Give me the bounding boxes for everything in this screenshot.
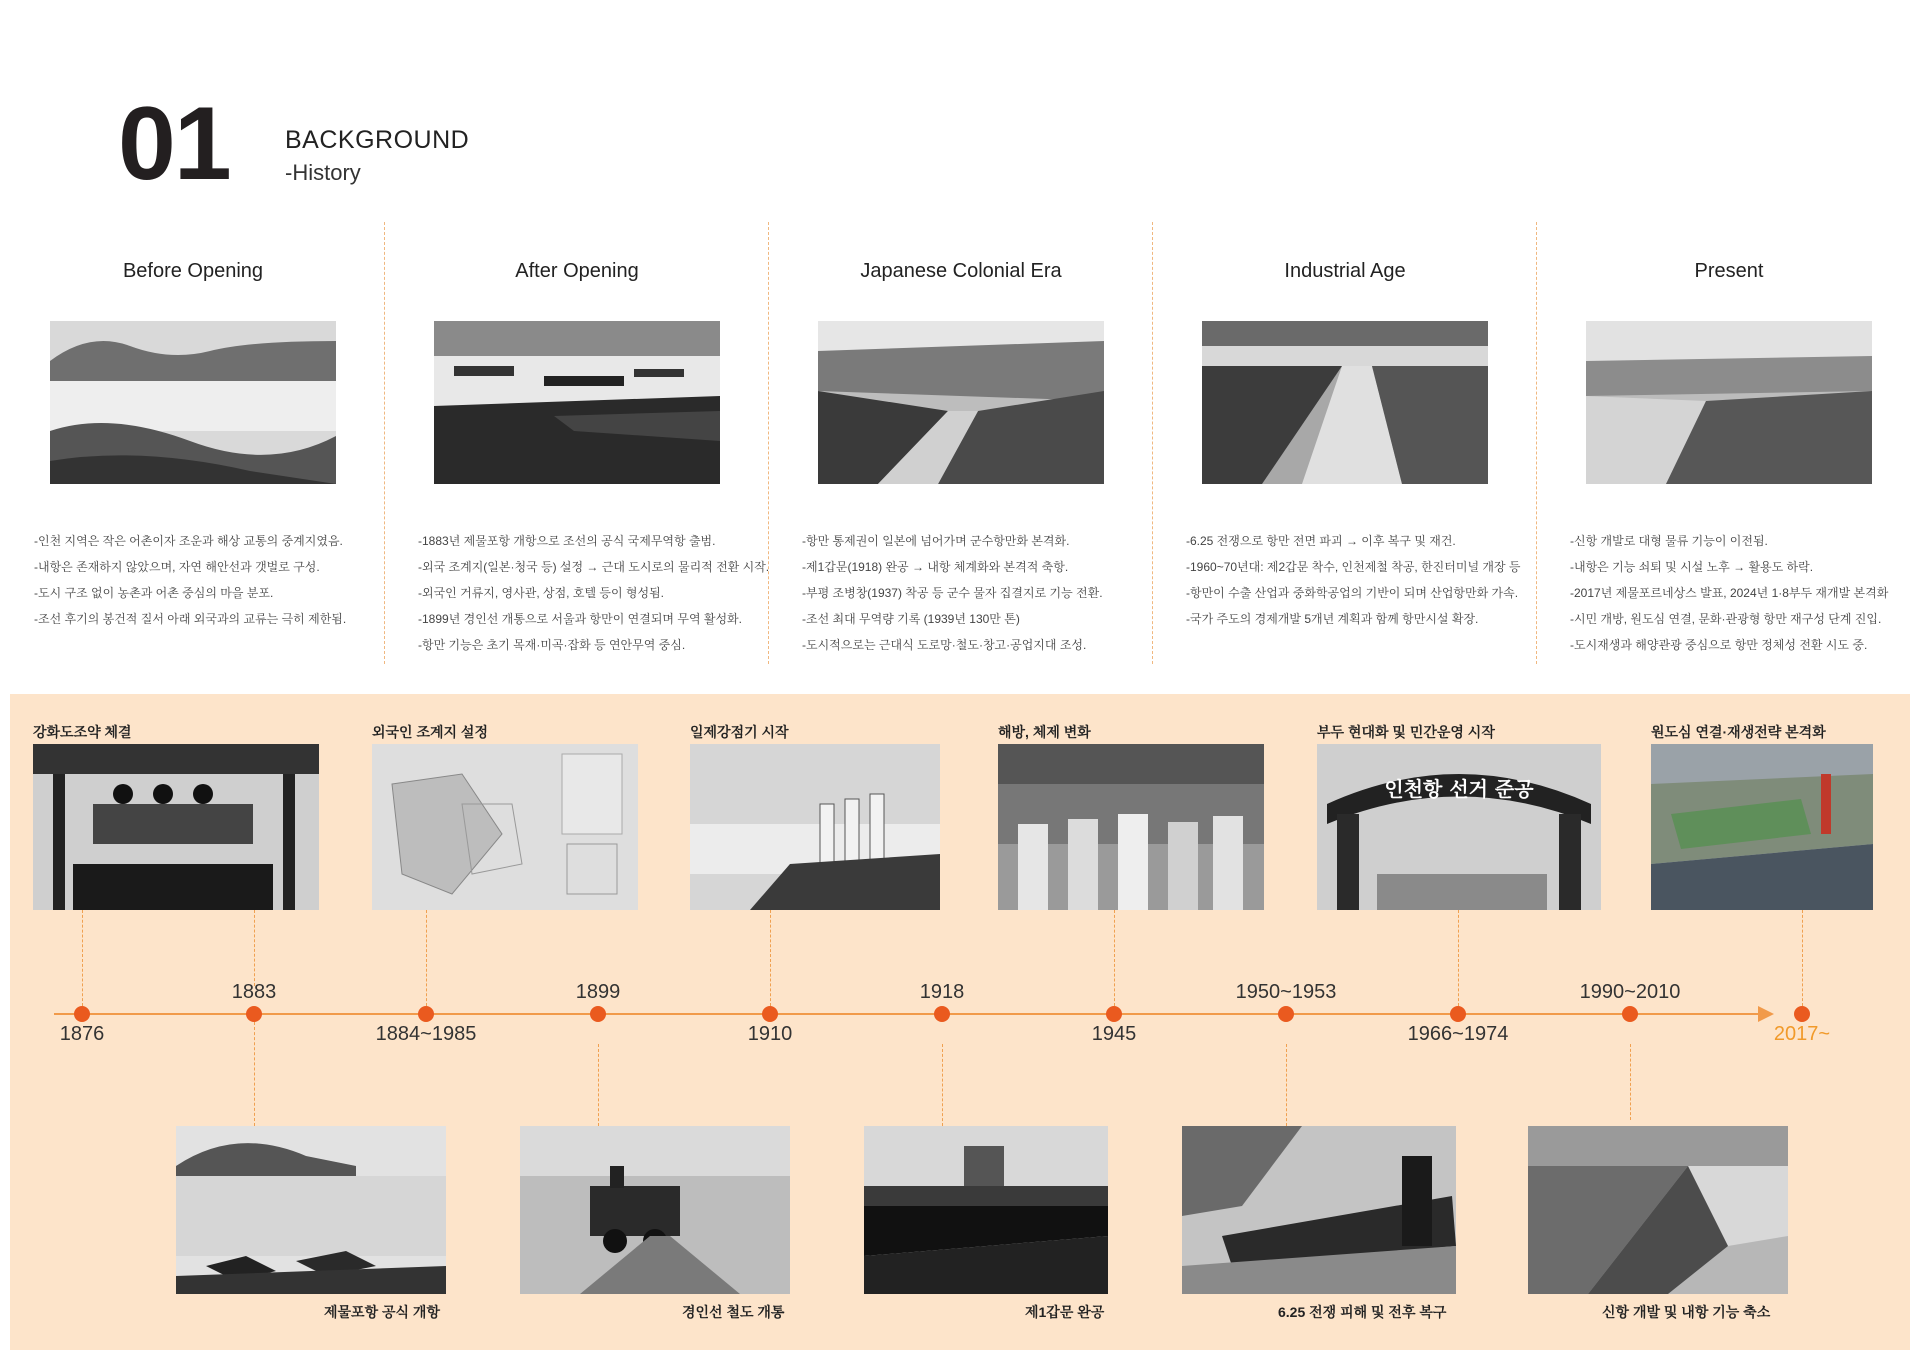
event-label: 제1갑문 완공 [1025, 1304, 1105, 1320]
era-photo-industrial-dock [1202, 321, 1488, 484]
event-photo-concession-map [372, 744, 638, 910]
era-industrial-age [1152, 220, 1538, 666]
desc-line: -인천 지역은 작은 어촌이자 조운과 해상 교통의 중계지였음. [34, 534, 343, 548]
era-photo-colonial-street [818, 321, 1104, 484]
era-photo-harbor [50, 321, 336, 484]
event-label: 강화도조약 체결 [33, 724, 132, 740]
year-label: 1918 [919, 981, 965, 1003]
event-photo-boats-harbor [176, 1126, 446, 1294]
desc-line: -제1갑문(1918) 완공 → 내항 체계화와 본격적 축항. [802, 560, 1069, 574]
event-label: 외국인 조계지 설정 [372, 724, 488, 740]
era-before-opening [0, 220, 386, 666]
event-label: 원도심 연결·재생전략 본격화 [1651, 724, 1826, 740]
event-label: 신항 개발 및 내항 기능 축소 [1602, 1304, 1771, 1320]
desc-line: -내항은 기능 쇠퇴 및 시설 노후 → 활용도 하락. [1570, 560, 1814, 574]
desc-line: -1960~70년대: 제2갑문 착수, 인천제철 착공, 한진터미널 개장 등 [1186, 560, 1521, 574]
event-photo-treaty [33, 744, 319, 910]
event-photo-steam-train [520, 1126, 790, 1294]
connector-line [82, 910, 83, 1006]
event-label: 제물포항 공식 개항 [324, 1304, 440, 1320]
desc-line: -항만 기능은 초기 목재·미곡·잡화 등 연안무역 중심. [418, 638, 686, 652]
desc-line: -외국인 거류지, 영사관, 상점, 호텔 등이 형성됨. [418, 586, 664, 600]
desc-line: -항만이 수출 산업과 중화학공업의 기반이 되며 산업항만화 가속. [1186, 586, 1519, 600]
connector-line [254, 910, 255, 986]
desc-line: -2017년 제물포르네상스 발표, 2024년 1·8부두 재개발 본격화 [1570, 586, 1889, 600]
year-label: 1910 [747, 1023, 793, 1045]
era-title: Japanese Colonial Era [860, 260, 1062, 282]
timeline-dot [590, 1006, 606, 1022]
connector-line [598, 1044, 599, 1126]
event-photo-liberation-crowd [998, 744, 1264, 910]
timeline-dot [418, 1006, 434, 1022]
desc-line: -1899년 경인선 개통으로 서울과 항만이 연결되며 무역 활성화. [418, 612, 742, 626]
connector-line [1458, 910, 1459, 1006]
timeline-dot [1106, 1006, 1122, 1022]
svg-text:인천항 선거 준공: 인천항 선거 준공 [1384, 777, 1534, 801]
connector-line [1114, 910, 1115, 1006]
year-label: 1876 [59, 1023, 105, 1045]
year-label: 1899 [575, 981, 621, 1003]
desc-line: -국가 주도의 경제개발 5개년 계획과 함께 항만시설 확장. [1186, 612, 1479, 626]
year-label: 1966~1974 [1407, 1023, 1509, 1045]
connector-line [1802, 910, 1803, 1006]
timeline-dot [74, 1006, 90, 1022]
event-photo-completion-arch [1317, 744, 1601, 910]
timeline-dot [1450, 1006, 1466, 1022]
desc-line: -신항 개발로 대형 물류 기능이 이전됨. [1570, 534, 1768, 548]
desc-line: -내항은 존재하지 않았으며, 자연 해안선과 갯벌로 구성. [34, 560, 320, 574]
timeline-dot [762, 1006, 778, 1022]
connector-line [1286, 1044, 1287, 1126]
timeline-dot [934, 1006, 950, 1022]
event-label: 일제강점기 시작 [690, 724, 789, 740]
event-photo-shore-people [690, 744, 940, 910]
era-description [1570, 528, 1910, 658]
era-title: Industrial Age [1284, 260, 1406, 282]
connector-line [1630, 1044, 1631, 1120]
event-label: 해방, 체제 변화 [998, 724, 1091, 740]
era-title: After Opening [515, 260, 639, 282]
event-label: 부두 현대화 및 민간운영 시작 [1317, 724, 1495, 740]
connector-line [254, 1022, 255, 1126]
desc-line: -항만 통제권이 일본에 넘어가며 군수항만화 본격화. [802, 534, 1070, 548]
year-label: 1945 [1091, 1023, 1137, 1045]
era-title: Present [1694, 260, 1764, 282]
section-subtitle: -History [285, 160, 361, 185]
desc-line: -시민 개방, 원도심 연결, 문화·관광형 항만 재구성 단계 진입. [1570, 612, 1882, 626]
year-label: 1950~1953 [1235, 981, 1337, 1003]
event-label: 6.25 전쟁 피해 및 전후 복구 [1278, 1304, 1447, 1320]
desc-line: -부평 조병창(1937) 착공 등 군수 물자 집결지로 기능 전환. [802, 586, 1103, 600]
year-label: 1883 [231, 981, 277, 1003]
era-title: Before Opening [122, 260, 264, 282]
timeline-dot [1278, 1006, 1294, 1022]
section-number: 01 [118, 86, 230, 202]
era-description [34, 528, 374, 632]
year-label: 1990~2010 [1579, 981, 1681, 1003]
timeline-dot [1622, 1006, 1638, 1022]
connector-line [770, 910, 771, 1006]
era-description [1186, 528, 1526, 632]
desc-line: -조선 최대 무역량 기록 (1939년 130만 톤) [802, 612, 1020, 626]
desc-line: -도시적으로는 근대식 도로망·철도·창고·공업지대 조성. [802, 638, 1087, 652]
era-after-opening [384, 220, 770, 666]
desc-line: -조선 후기의 봉건적 질서 아래 외국과의 교류는 극히 제한됨. [34, 612, 347, 626]
connector-line [426, 910, 427, 1006]
desc-line: -도시재생과 해양관광 중심으로 항만 정체성 전환 시도 중. [1570, 638, 1868, 652]
connector-line [942, 1044, 943, 1126]
timeline-axis [54, 1013, 1760, 1015]
desc-line: -외국 조계지(일본·청국 등) 설정 → 근대 도시로의 물리적 전환 시작. [418, 560, 770, 574]
event-label: 경인선 철도 개통 [682, 1304, 785, 1320]
desc-line: -1883년 제물포항 개항으로 조선의 공식 국제무역항 출범. [418, 534, 716, 548]
event-photo-container-port [1528, 1126, 1788, 1294]
era-description [418, 528, 770, 658]
year-label-current: 2017~ [1773, 1023, 1831, 1045]
timeline-dot [246, 1006, 262, 1022]
year-label: 1884~1985 [375, 1023, 477, 1045]
arrow-head-icon [1758, 1006, 1774, 1022]
era-photo-port-ships [434, 321, 720, 484]
event-photo-waterfront-aerial [1651, 744, 1873, 910]
timeline-dot [1794, 1006, 1810, 1022]
desc-line: -6.25 전쟁으로 항만 전면 파괴 → 이후 복구 및 재건. [1186, 534, 1456, 548]
era-photo-aerial-port [1586, 321, 1872, 484]
era-japanese-colonial [768, 220, 1154, 666]
desc-line: -도시 구조 없이 농촌과 어촌 중심의 마을 분포. [34, 586, 274, 600]
event-photo-soldiers-landing [1182, 1126, 1456, 1294]
era-present [1536, 220, 1920, 666]
era-description [802, 528, 1142, 658]
event-photo-lock-gate [864, 1126, 1108, 1294]
section-title: BACKGROUND [285, 126, 470, 154]
